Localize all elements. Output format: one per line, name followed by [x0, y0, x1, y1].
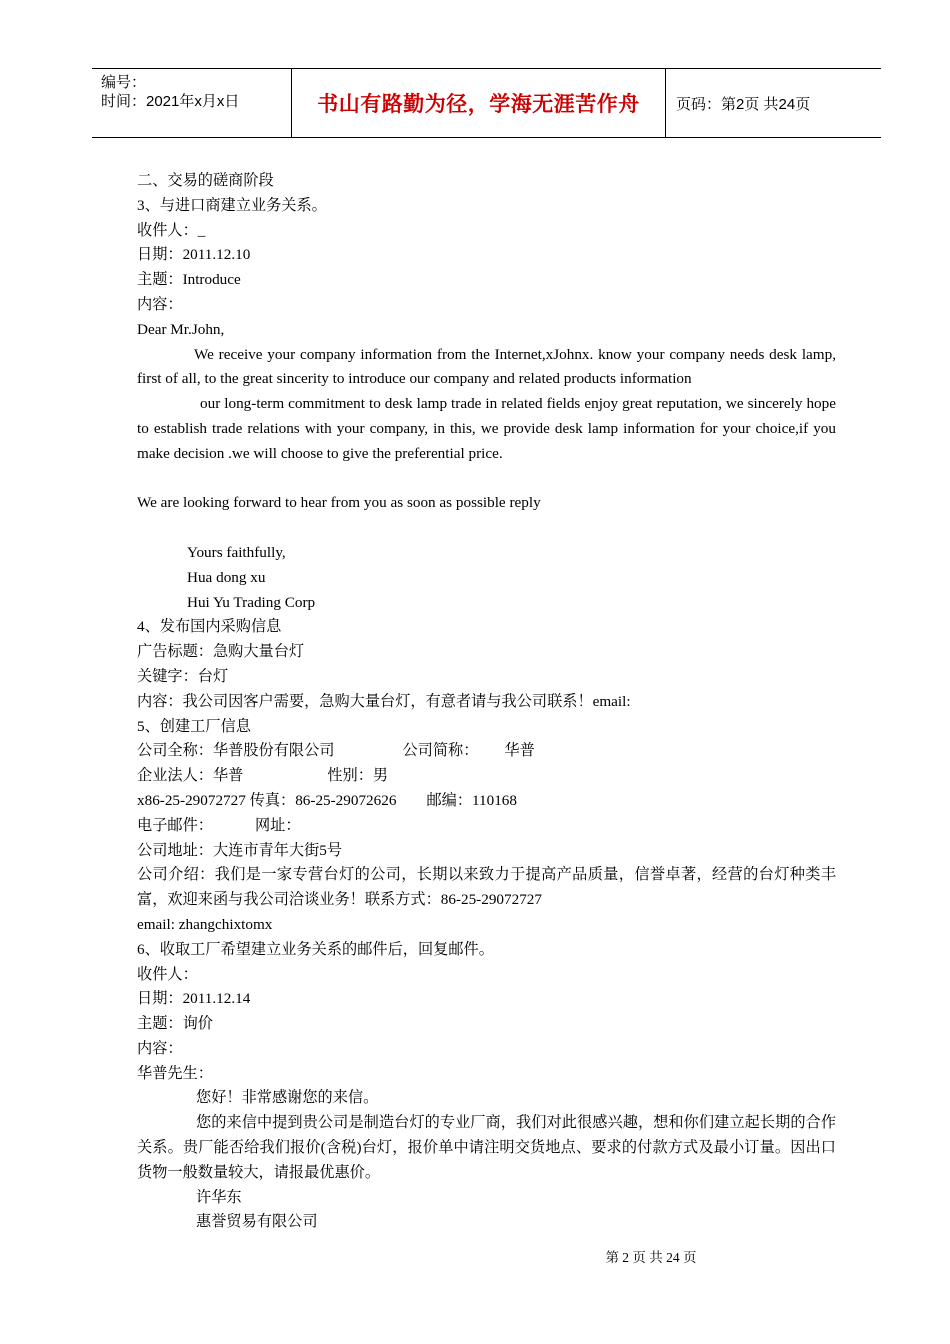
salutation: Dear Mr.John, — [137, 320, 225, 338]
signature-line: Hua dong xu — [187, 568, 266, 586]
date-line: 日期：2011.12.10 — [137, 246, 251, 264]
letter-paragraph: 您的来信中提到贵公司是制造台灯的专业厂商，我们对此很感兴趣，想和你们建立起长期的合作关系。贵厂能否给我们报价(含税)台灯，报价单中请注明交货地点、要求的付款方式及最小订量。因出口货物一般数量较大，请报最优惠价。 — [137, 1114, 836, 1181]
address-line: 公司地址：大连市青年大街5号 — [137, 841, 343, 859]
legal-person: 企业法人：华普 — [137, 767, 244, 785]
signature-line: 惠誉贸易有限公司 — [196, 1213, 318, 1231]
company-short-label: 公司简称： — [402, 742, 479, 760]
page-header — [92, 68, 881, 138]
letter-closing-line: We are looking forward to hear from you as soon as possible reply — [137, 494, 541, 512]
company-short-name: 华普 — [504, 742, 535, 760]
company-name-line — [137, 739, 836, 764]
header-motto: 书山有路勤为径，学海无涯苦作舟 — [292, 69, 666, 137]
header-page-label: 页码：第2页 共24页 — [676, 95, 811, 113]
document-time-label: 时间：2021年x月x日 — [101, 93, 240, 110]
recipient-line: 收件人：_ — [137, 221, 206, 239]
section-heading: 二、交易的磋商阶段 — [137, 172, 274, 189]
company-full-name: 公司全称：华普股份有限公司 — [137, 742, 335, 760]
content-line: 内容：我公司因客户需要，急购大量台灯，有意者请与我公司联系！email: — [137, 692, 631, 710]
gender: 性别：男 — [327, 767, 389, 785]
postcode: 邮编：110168 — [426, 791, 517, 809]
signature-line: 许华东 — [196, 1188, 242, 1206]
contact-line — [137, 789, 836, 814]
header-meta-cell — [92, 69, 292, 137]
letter-paragraph: our long-term commitment to desk lamp trade in related fields enjoy great reputation, we sincerely hope to establish trade relations with your company, in this, we provide desk lamp information for your choice,if you make decision .we will choose to give the preferential price. — [137, 395, 836, 462]
letter-greeting: 您好！非常感谢您的来信。 — [196, 1089, 379, 1107]
step-heading: 5、创建工厂信息 — [137, 717, 251, 735]
email-line: email: zhangchixtomx — [137, 915, 273, 933]
content-label: 内容： — [137, 295, 183, 313]
step-heading: 4、发布国内采购信息 — [137, 618, 282, 636]
step-heading: 6、收取工厂希望建立业务关系的邮件后，回复邮件。 — [137, 940, 494, 958]
spacer — [137, 467, 836, 492]
legal-person-line — [137, 764, 836, 789]
recipient-line: 收件人： — [137, 965, 198, 983]
email-web-line — [137, 814, 836, 839]
letter-paragraph: We receive your company information from the Internet,xJohnx. know your company needs desk lamp, first of all, to the great sincerity to introduce our company and related products information — [137, 345, 836, 388]
subject-line: 主题：Introduce — [137, 271, 241, 289]
salutation: 华普先生： — [137, 1064, 213, 1082]
document-body — [137, 169, 836, 1235]
website-label: 网址： — [254, 816, 301, 834]
subject-line: 主题：询价 — [137, 1015, 213, 1033]
phone-fax: x86-25-29072727 传真：86-25-29072626 — [137, 791, 397, 809]
page-footer — [0, 1246, 950, 1266]
signature-line: Yours faithfully, — [187, 543, 286, 561]
signature-line: Hui Yu Trading Corp — [187, 593, 316, 611]
footer-page-number: 第 2 页 共 24 页 — [605, 1250, 697, 1265]
step-heading: 3、与进口商建立业务关系。 — [137, 196, 327, 214]
email-label: 电子邮件： — [137, 816, 213, 834]
date-line: 日期：2011.12.14 — [137, 990, 251, 1008]
document-number-label: 编号： — [101, 74, 147, 91]
content-label: 内容： — [137, 1039, 183, 1057]
ad-title-line: 广告标题：急购大量台灯 — [137, 643, 305, 661]
spacer — [137, 516, 836, 541]
company-intro: 公司介绍：我们是一家专营台灯的公司，长期以来致力于提高产品质量，信誉卓著，经营的台灯种类丰富，欢迎来函与我公司洽谈业务！联系方式：86-25-29072727 — [137, 866, 836, 909]
keyword-line: 关键字：台灯 — [137, 667, 229, 685]
